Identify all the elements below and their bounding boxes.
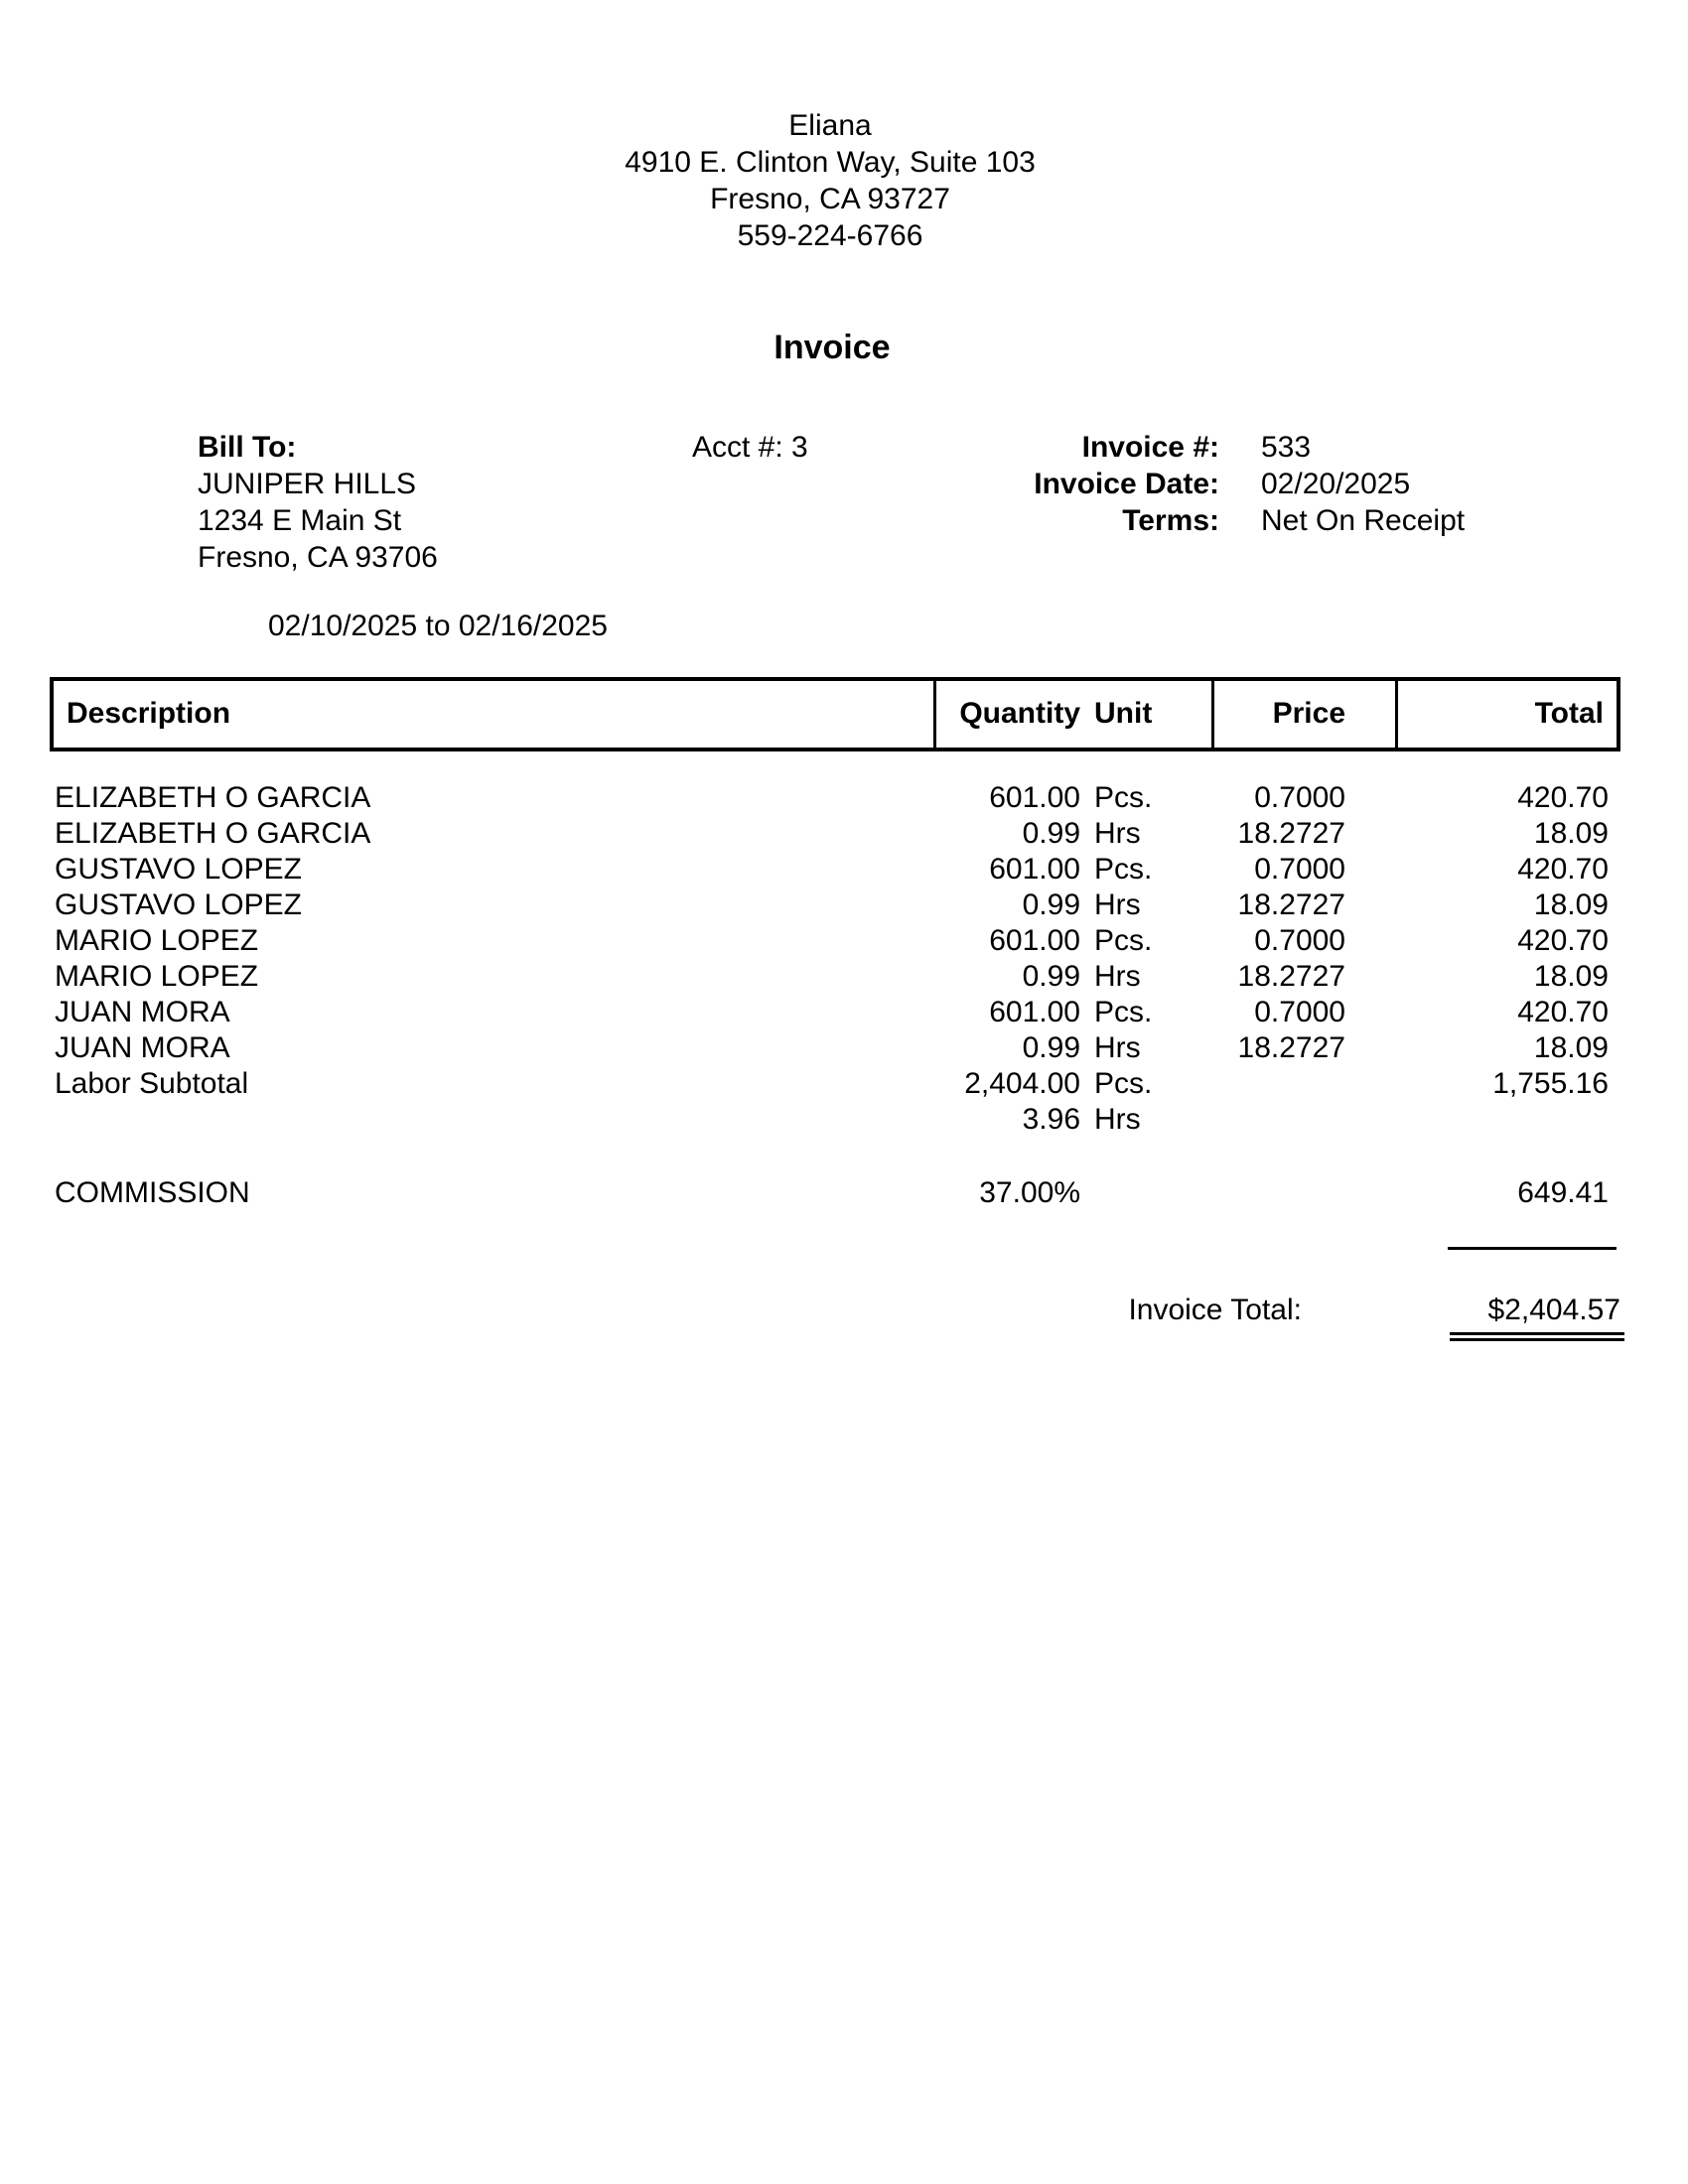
row-description: JUAN MORA xyxy=(55,996,230,1028)
company-address-line1: 4910 E. Clinton Way, Suite 103 xyxy=(625,146,1036,179)
row-price: 0.7000 xyxy=(1254,781,1345,814)
row-description: MARIO LOPEZ xyxy=(55,960,259,993)
row-unit: Hrs xyxy=(1094,817,1141,850)
billing-period: 02/10/2025 to 02/16/2025 xyxy=(268,610,608,642)
account-value: 3 xyxy=(791,431,808,464)
table-row xyxy=(0,959,1688,995)
table-row xyxy=(0,816,1688,852)
row-quantity: 601.00 xyxy=(989,924,1080,957)
row-total: 18.09 xyxy=(1533,960,1609,993)
row-description: JUAN MORA xyxy=(55,1031,230,1064)
table-row xyxy=(0,1066,1688,1102)
row-description: GUSTAVO LOPEZ xyxy=(55,853,302,886)
row-price: 18.2727 xyxy=(1237,960,1345,993)
bill-to-name: JUNIPER HILLS xyxy=(198,468,417,500)
row-total: 1,755.16 xyxy=(1492,1067,1609,1100)
table-row xyxy=(0,852,1688,887)
row-price: 18.2727 xyxy=(1237,888,1345,921)
row-unit: Hrs xyxy=(1094,1031,1141,1064)
invoice-date-value: 02/20/2025 xyxy=(1261,468,1411,500)
row-total: 420.70 xyxy=(1517,924,1609,957)
row-description: MARIO LOPEZ xyxy=(55,924,259,957)
row-unit: Hrs xyxy=(1094,1103,1141,1136)
table-row xyxy=(0,995,1688,1030)
row-quantity: 601.00 xyxy=(989,781,1080,814)
row-price: 0.7000 xyxy=(1254,924,1345,957)
row-unit: Hrs xyxy=(1094,888,1141,921)
bill-to-label: Bill To: xyxy=(198,431,297,464)
invoice-number-row xyxy=(0,429,1688,466)
commission-row xyxy=(0,1175,1688,1211)
header-price: Price xyxy=(1272,697,1345,730)
table-row xyxy=(0,887,1688,923)
row-unit: Pcs. xyxy=(1094,996,1153,1028)
row-total: 18.09 xyxy=(1533,817,1609,850)
header-unit: Unit xyxy=(1094,697,1153,730)
table-row xyxy=(0,780,1688,816)
bill-to-address-line1: 1234 E Main St xyxy=(198,504,402,537)
total-rule-single xyxy=(1448,1247,1617,1250)
row-unit: Pcs. xyxy=(1094,853,1153,886)
row-price: 18.2727 xyxy=(1237,817,1345,850)
commission-description: COMMISSION xyxy=(55,1176,250,1209)
row-unit: Hrs xyxy=(1094,960,1141,993)
company-name: Eliana xyxy=(788,109,872,142)
row-unit: Pcs. xyxy=(1094,1067,1153,1100)
commission-rate: 37.00% xyxy=(979,1176,1080,1209)
header-total: Total xyxy=(1534,697,1604,730)
row-quantity: 3.96 xyxy=(1022,1103,1080,1136)
company-address-line2: Fresno, CA 93727 xyxy=(710,183,950,215)
table-body xyxy=(0,780,1688,1138)
row-quantity: 0.99 xyxy=(1022,1031,1080,1064)
row-quantity: 2,404.00 xyxy=(964,1067,1080,1100)
invoice-number-value: 533 xyxy=(1261,431,1312,464)
invoice-info-block xyxy=(0,429,1688,543)
company-header xyxy=(0,107,1660,254)
row-total: 18.09 xyxy=(1533,888,1609,921)
row-total: 18.09 xyxy=(1533,1031,1609,1064)
row-unit: Pcs. xyxy=(1094,781,1153,814)
invoice-date-label: Invoice Date: xyxy=(1034,468,1219,500)
row-description: Labor Subtotal xyxy=(55,1067,249,1100)
header-description: Description xyxy=(67,697,231,730)
table-header-box xyxy=(50,677,1620,751)
total-rule-double xyxy=(1450,1332,1624,1341)
invoice-total-label: Invoice Total: xyxy=(1128,1294,1302,1326)
commission-total: 649.41 xyxy=(1517,1176,1609,1209)
row-description: ELIZABETH O GARCIA xyxy=(55,817,371,850)
invoice-total-value: $2,404.57 xyxy=(1487,1294,1620,1326)
row-price: 0.7000 xyxy=(1254,996,1345,1028)
row-unit: Pcs. xyxy=(1094,924,1153,957)
row-total: 420.70 xyxy=(1517,996,1609,1028)
row-total: 420.70 xyxy=(1517,781,1609,814)
row-quantity: 601.00 xyxy=(989,996,1080,1028)
terms-label: Terms: xyxy=(1122,504,1219,537)
row-description: GUSTAVO LOPEZ xyxy=(55,888,302,921)
document-title: Invoice xyxy=(774,329,891,366)
invoice-number-label: Invoice #: xyxy=(1081,431,1219,464)
company-phone: 559-224-6766 xyxy=(737,219,923,252)
row-quantity: 0.99 xyxy=(1022,888,1080,921)
row-price: 18.2727 xyxy=(1237,1031,1345,1064)
row-total: 420.70 xyxy=(1517,853,1609,886)
terms-row xyxy=(0,502,1688,539)
account-label: Acct #: xyxy=(692,431,792,464)
table-row xyxy=(0,1102,1688,1138)
header-quantity: Quantity xyxy=(959,697,1080,730)
table-row xyxy=(0,1030,1688,1066)
row-description: ELIZABETH O GARCIA xyxy=(55,781,371,814)
row-quantity: 0.99 xyxy=(1022,817,1080,850)
row-price: 0.7000 xyxy=(1254,853,1345,886)
row-quantity: 601.00 xyxy=(989,853,1080,886)
terms-value: Net On Receipt xyxy=(1261,504,1466,537)
invoice-date-row xyxy=(0,466,1688,502)
table-row xyxy=(0,923,1688,959)
row-quantity: 0.99 xyxy=(1022,960,1080,993)
bill-to-address-line2: Fresno, CA 93706 xyxy=(198,541,438,574)
